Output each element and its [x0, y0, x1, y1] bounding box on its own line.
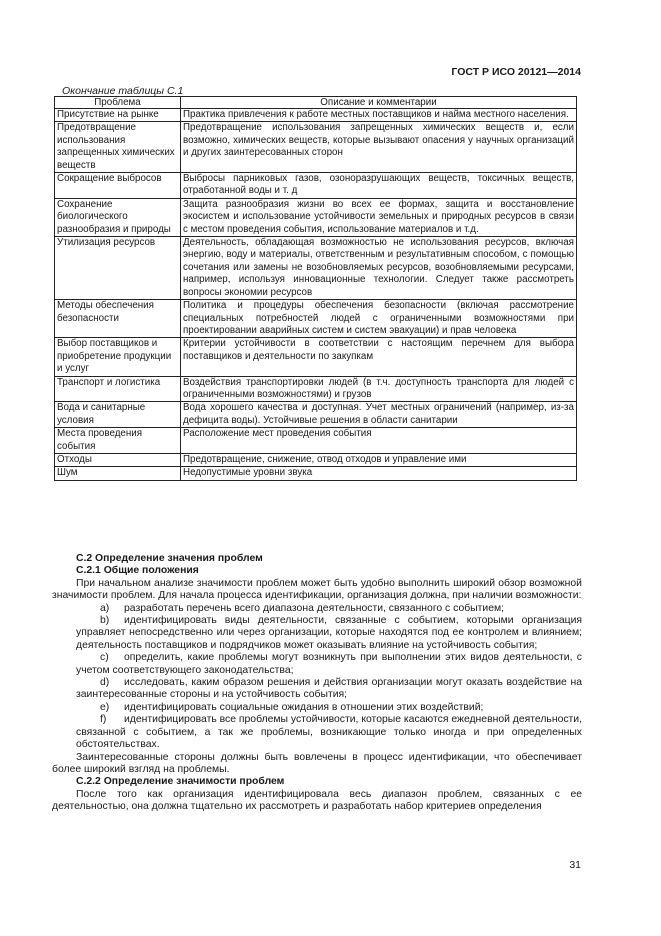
description-cell: Практика привлечения к работе местных поставщиков и найма местного населения.	[181, 109, 577, 122]
table-row	[55, 109, 577, 122]
page-number: 31	[569, 859, 581, 871]
problem-cell: Вода и санитарные условия	[55, 402, 181, 428]
description-cell: Расположение мест проведения события	[181, 428, 577, 454]
list-item-text: исследовать, каким образом решения и действия организации могут оказать воздействие на заинтересованные стороны и на устойчивость события;	[76, 677, 582, 701]
list-marker: c)	[100, 652, 109, 664]
problem-cell: Предотвращение использования запрещенных химических веществ	[55, 122, 181, 173]
description-cell: Недопустимые уровни звука	[181, 467, 577, 480]
table-row	[55, 122, 577, 173]
list-item	[76, 603, 582, 615]
problem-cell: Транспорт и логистика	[55, 376, 181, 402]
description-cell: Критерии устойчивости в соответствии с настоящим перечнем для выбора поставщиков и деятельности по закупкам	[181, 338, 577, 376]
problem-cell: Выбор поставщиков и приобретение продукции и услуг	[55, 338, 181, 376]
description-cell: Политика и процедуры обеспечения безопасности (включая рассмотрение специальных потребностей людей с ограниченными возможностями при проектировании аварийных систем и систем эвакуации) и прав человека	[181, 300, 577, 338]
issues-table	[54, 96, 577, 481]
table-row	[55, 467, 577, 480]
problem-cell: Сокращение выбросов	[55, 173, 181, 199]
description-cell: Воздействия транспортировки людей (в т.ч. доступность транспорта для людей с ограниченными возможностями) и грузов	[181, 376, 577, 402]
table-row	[55, 376, 577, 402]
list-item-text: разработать перечень всего диапазона деятельности, связанного с событием;	[124, 602, 505, 614]
table-row	[55, 237, 577, 300]
table-row	[55, 300, 577, 338]
column-header-description: Описание и комментарии	[181, 97, 577, 109]
list-item	[76, 652, 582, 677]
section-heading-c21: С.2.1 Общие положения	[76, 565, 199, 577]
section-heading-c2: С.2 Определение значения проблем	[76, 553, 263, 564]
list-item	[76, 615, 582, 652]
list-item	[76, 702, 582, 714]
description-cell: Вода хорошего качества и доступная. Учет местных ограничений (например, из-за дефицита воды). Устойчивые решения в области санитарии	[181, 402, 577, 428]
list-item-text: определить, какие проблемы могут возникнуть при выполнении этих видов деятельности, с учетом соответствующего законодательства;	[76, 652, 582, 676]
description-cell: Деятельность, обладающая возможностью не использования ресурсов, включая энергию, воду и материалы, ответственным и результативным способом, с помощью сочетания или замены не возобновляемых ресурсов, возобновляемыми ресурсами, например, используя инновационные технологии. Следует также рассмотреть вопросы экономии ресурсов	[181, 237, 577, 300]
description-cell: Предотвращение использования запрещенных химических веществ и, если возможно, химических веществ, которые вызывают опасения у научных организаций и других заинтересованных сторон	[181, 122, 577, 173]
list-marker: e)	[100, 701, 110, 713]
list-marker: a)	[100, 602, 110, 614]
table-row	[55, 198, 577, 236]
paragraph: После того как организация идентифицировала весь диапазон проблем, связанных с ее деятельностью, она должна тщательно их рассмотреть и разработать набор критериев определения	[52, 788, 582, 813]
table-caption: Окончание таблицы С.1	[62, 85, 184, 97]
problem-cell: Методы обеспечения безопасности	[55, 300, 181, 338]
table-row	[55, 173, 577, 199]
list-item-text: идентифицировать виды деятельности, связанные с событием, которыми организация управляет непосредственно или через организации, которые находятся под ее контролем и влиянием; деятельность поставщиков и подрядчиков может оказывать влияние на устойчивость события;	[76, 615, 582, 651]
document-header: ГОСТ Р ИСО 20121—2014	[451, 66, 581, 78]
list-marker: b)	[100, 615, 110, 627]
list-item	[76, 677, 582, 702]
problem-cell: Шум	[55, 467, 181, 480]
problem-cell: Утилизация ресурсов	[55, 237, 181, 300]
description-cell: Защита разнообразия жизни во всех ее формах, защита и восстановление экосистем и использование устойчивости земельных и природных ресурсов в связи с местом проведения события, использование материалов и т.д.	[181, 198, 577, 236]
problem-cell: Места проведения события	[55, 428, 181, 454]
paragraph: При начальном анализе значимости проблем может быть удобно выполнить широкий обзор возможной значимости проблем. Для начала процесса идентификации, организация должна, при наличии возможности:	[52, 577, 582, 602]
list-marker: f)	[100, 714, 107, 726]
problem-cell: Отходы	[55, 453, 181, 466]
table-row	[55, 453, 577, 466]
description-cell: Предотвращение, снижение, отвод отходов и управление ими	[181, 453, 577, 466]
list-item-text: идентифицировать все проблемы устойчивости, которые касаются ежедневной деятельности, связанной с событием, а так же проблемы, возникающие только иногда и при определенных обстоятельствах.	[76, 714, 582, 751]
column-header-problem: Проблема	[55, 97, 181, 109]
problem-cell: Присутствие на рынке	[55, 109, 181, 122]
description-cell: Выбросы парниковых газов, озоноразрушающих веществ, токсичных веществ, отработанной воды и т. д	[181, 173, 577, 199]
list-item	[76, 714, 582, 751]
table-row	[55, 428, 577, 454]
problem-cell: Сохранение биологического разнообразия и природы	[55, 198, 181, 236]
table-row	[55, 338, 577, 376]
table-row	[55, 402, 577, 428]
section-heading-c22: С.2.2 Определение значимости проблем	[76, 776, 285, 788]
list-marker: d)	[100, 677, 110, 689]
table-header-row	[55, 97, 577, 109]
body-text	[52, 553, 582, 814]
paragraph: Заинтересованные стороны должны быть вовлечены в процесс идентификации, что обеспечивает более широкий взгляд на проблемы.	[52, 751, 582, 775]
list-item-text: идентифицировать социальные ожидания в отношении этих воздействий;	[124, 701, 484, 713]
